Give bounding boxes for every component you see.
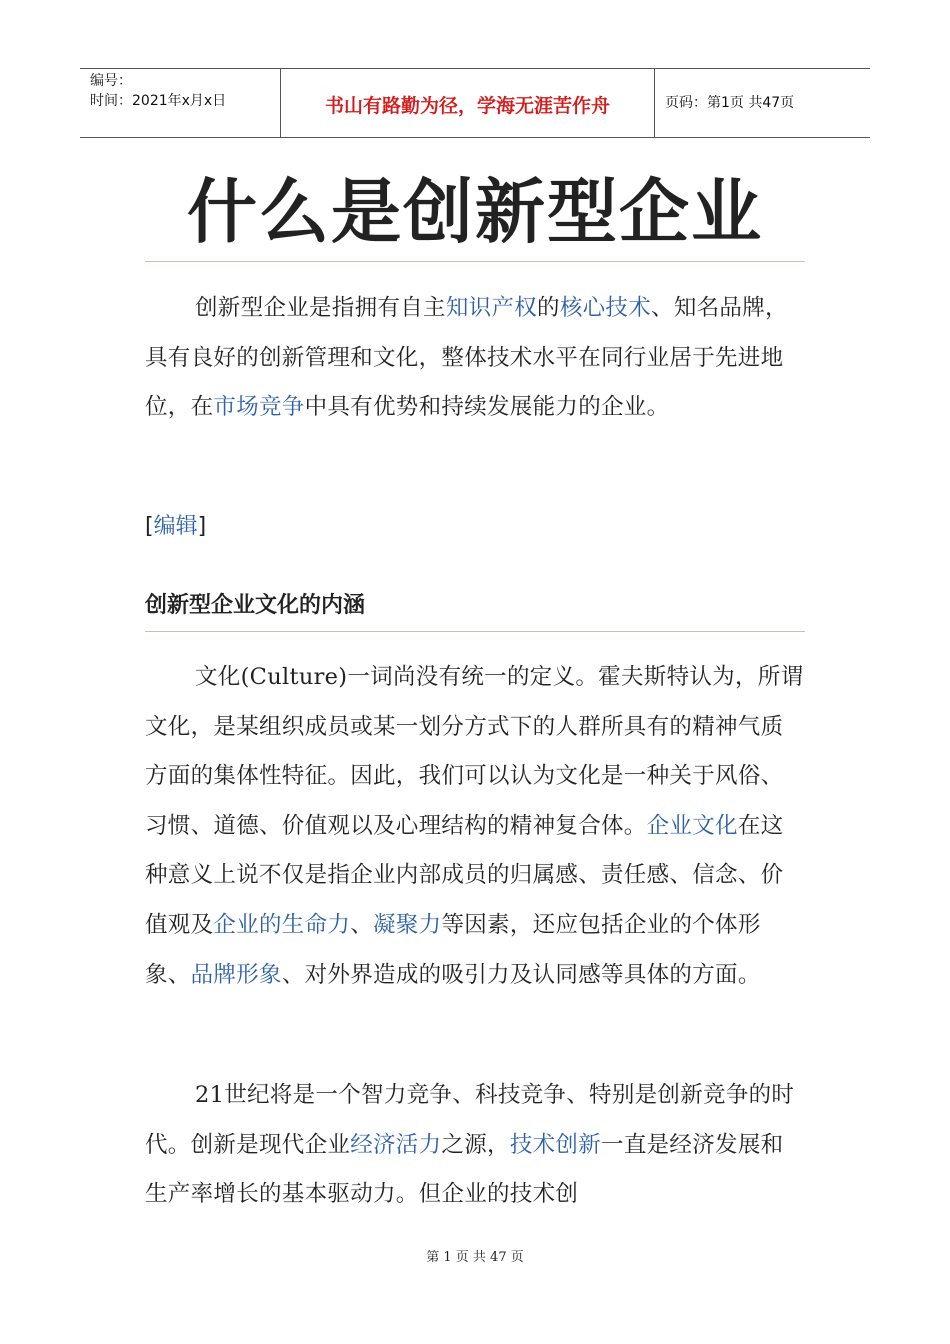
header-page-info: 页码：第1页 共47页: [665, 95, 795, 111]
culture-text-4: 等因素，还应包括企业的个体形象、: [145, 911, 761, 988]
link-cohesion[interactable]: 凝聚力: [373, 911, 442, 938]
edit-bracket-close: ]: [197, 514, 207, 539]
culture-text-1: 文化(Culture)一词尚没有统一的定义。霍夫斯特认为，所谓文化，是某组织成员或某一划分方式下的人群所具有的精神气质方面的集体性特征。因此，我们可以认为文化是一种关于风俗、习惯、道德、价值观以及心理结构的精神复合体。: [145, 664, 804, 839]
document-header: [80, 68, 870, 138]
serial-label: 编号：: [90, 73, 132, 89]
innovation-text-1: 21世纪将是一个智力竞争、科技竞争、特别是创新竞争的时代。创新是现代企业: [145, 1082, 795, 1158]
page-footer: 第 1 页 共 47 页: [426, 1250, 524, 1265]
culture-text-5: 、对外界造成的吸引力及认同感等具体的方面。: [281, 961, 761, 988]
link-technology-innovation[interactable]: 技术创新: [509, 1131, 602, 1158]
culture-text-2: 在这种意义上说不仅是指企业内部成员的归属感、责任感、信念、价值观及: [145, 812, 784, 938]
link-corporate-culture[interactable]: 企业文化: [646, 812, 738, 839]
intro-paragraph: [145, 284, 805, 433]
edit-bracket-open: [: [145, 514, 154, 539]
link-economic-vitality[interactable]: 经济活力: [350, 1131, 442, 1158]
link-brand-image[interactable]: 品牌形象: [190, 961, 282, 988]
intro-text-3: 、知名品牌，具有良好的创新管理和文化，整体技术水平在同行业居于先进地位，在: [145, 295, 788, 421]
time-label: 时间：2021年x月x日: [90, 93, 227, 109]
link-core-technology[interactable]: 核心技术: [559, 295, 652, 321]
link-intellectual-property[interactable]: 知识产权: [445, 295, 538, 321]
page-title: 什么是创新型企业: [187, 170, 763, 253]
link-market-competition[interactable]: 市场竞争: [213, 394, 305, 421]
header-motto: 书山有路勤为径，学海无涯苦作舟: [324, 95, 610, 117]
innovation-text-2: 之源，: [441, 1131, 510, 1158]
intro-text-2: 的: [537, 295, 560, 321]
innovation-text-3: 一直是经济发展和生产率增长的基本驱动力。但企业的技术创: [145, 1131, 784, 1208]
title-divider: [145, 261, 805, 262]
intro-text-4: 中具有优势和持续发展能力的企业。: [304, 394, 670, 421]
link-enterprise-vitality[interactable]: 企业的生命力: [213, 911, 351, 938]
culture-paragraph: [145, 653, 805, 1000]
header-info-cell: [80, 69, 281, 137]
edit-link[interactable]: 编辑: [153, 514, 198, 539]
header-page-cell: [655, 69, 870, 137]
innovation-paragraph: [145, 1071, 805, 1220]
intro-text-1: 创新型企业是指拥有自主: [195, 295, 446, 321]
edit-section: [145, 507, 206, 547]
culture-text-3: 、: [350, 911, 374, 938]
section-heading: 创新型企业文化的内涵: [145, 593, 366, 618]
header-motto-cell: [281, 69, 655, 137]
section-divider: [145, 631, 805, 632]
